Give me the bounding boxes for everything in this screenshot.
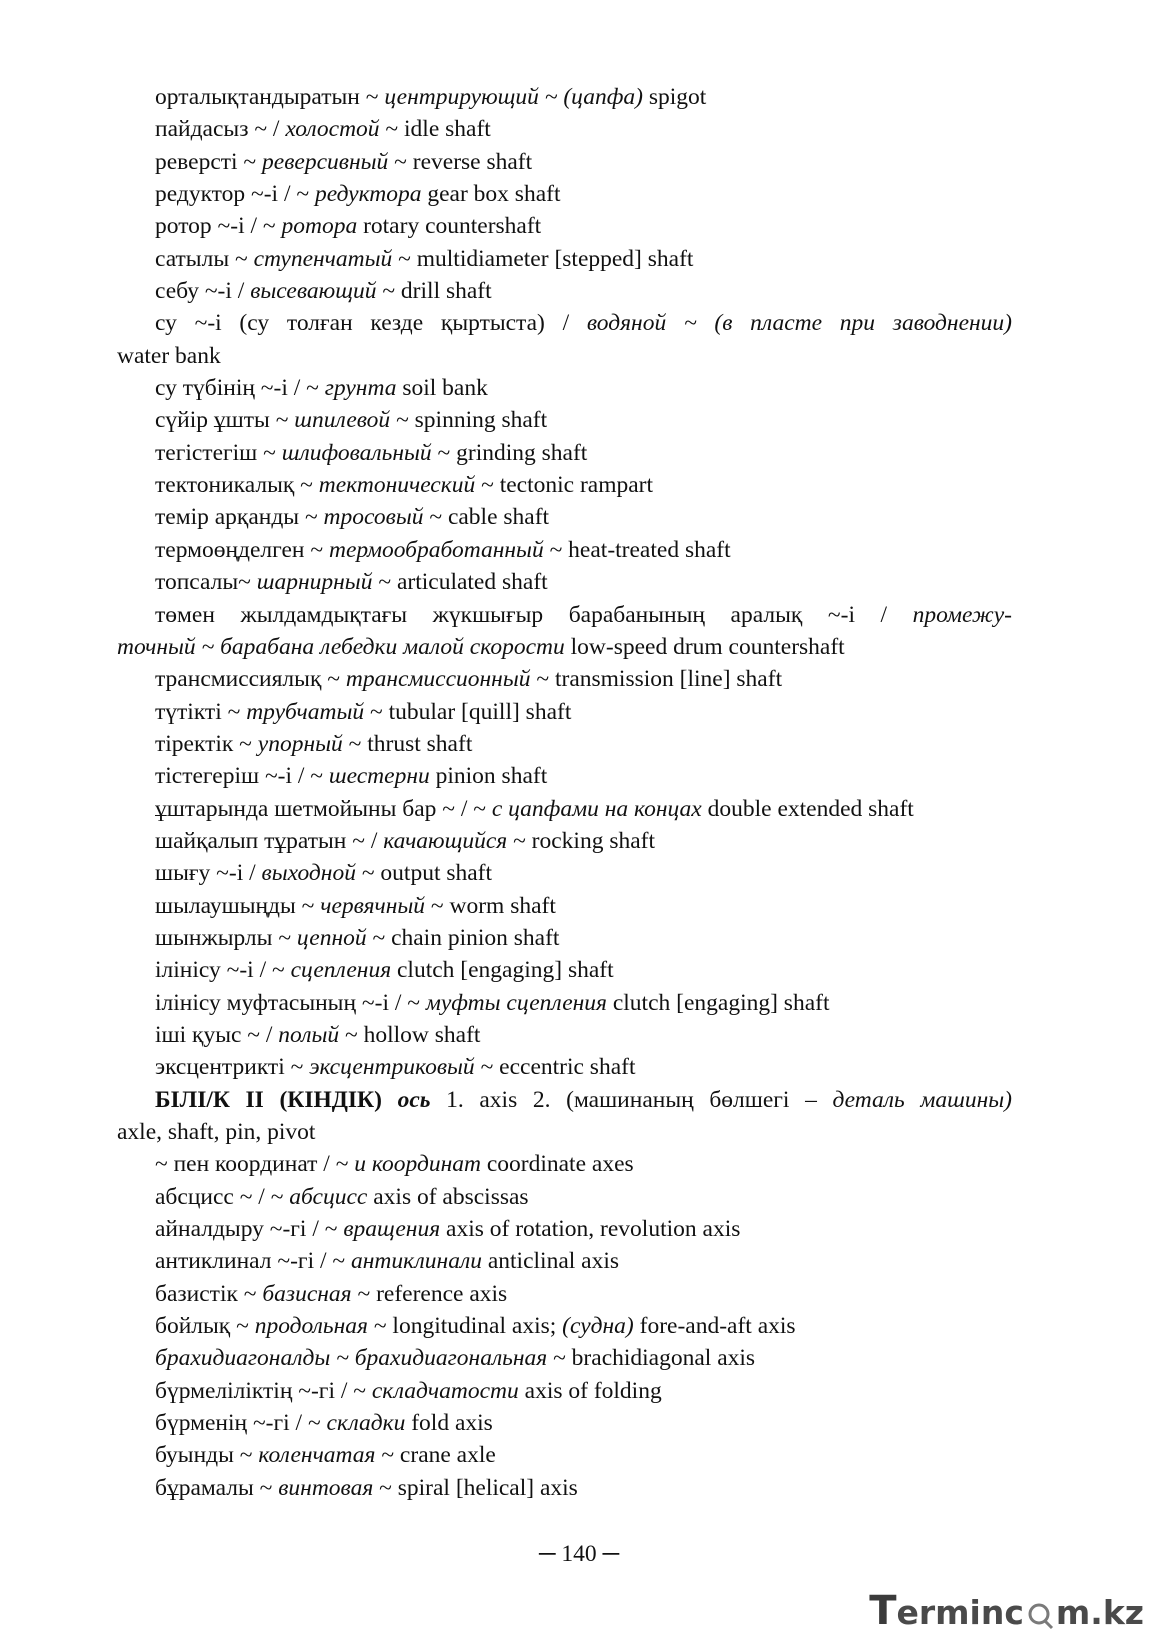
entry-line [117,825,1012,857]
entry-text: ~ heat-treated shaft [543,536,731,563]
entry-text: spigot [642,84,707,110]
entry-text: іші қуыс ~ / [155,1021,279,1048]
entry-text: gear box shaft [421,181,561,208]
entry-italic-text: абсцисс [289,1183,368,1210]
entry-line [117,437,1012,469]
entry-line [117,1342,1012,1374]
entry-italic-text: упорный [257,730,343,757]
entry-italic-text: точный ~ барабана лебедки малой скорости [117,633,565,660]
entry-italic-text: складчатости [371,1377,519,1404]
entry-italic-text: промежу- [912,601,1012,628]
entry-line [117,340,1012,372]
watermark-text-right: m.kz [1055,1593,1144,1632]
entry-text: soil bank [396,375,488,402]
entry-line [117,857,1012,889]
entry-text: ~ worm shaft [425,892,556,919]
entry-text: редуктор ~-і / ~ [155,181,315,208]
entry-text: тектоникалық ~ [155,472,319,499]
entry-line [117,728,1012,760]
entry-text: ротор ~-і / ~ [155,213,282,240]
entry-text: ~ thrust shaft [342,730,473,757]
entry-text: ~ cable shaft [423,504,550,531]
entry-text: ~ idle shaft [379,116,491,143]
entry-text: water bank [117,342,221,369]
entry-line [117,987,1012,1019]
entry-line [117,631,1012,663]
entry-text: бүрмеліліктің ~-гі / ~ [155,1377,372,1404]
entry-italic-text: ступенчатый [253,245,393,272]
entry-text: 1. axis 2. (машинаның бөлшегі – [430,1086,833,1113]
entry-text: себу ~-і / [155,278,251,305]
entry-line [117,372,1012,404]
entry-italic-text: качающийся [383,827,508,854]
entry-italic-text: трубчатый [246,698,365,725]
entry-text: ~ articulated shaft [372,569,548,596]
entry-text: ~ multidiameter [stepped] shaft [392,245,694,272]
entry-text: axle, shaft, pin, pivot [117,1119,316,1145]
entry-text: axis of folding [518,1377,662,1404]
entry-text: сатылы ~ [155,245,254,272]
entry-text: ~ crane axle [375,1442,496,1469]
entry-line [117,696,1012,728]
entry-text: айналдыру ~-гі / ~ [155,1216,344,1243]
entry-italic-text: червячный [320,892,426,919]
entry-line [117,469,1012,501]
entry-line [117,307,1012,339]
entry-line [117,178,1012,210]
entry-italic-text: тросовый [323,504,424,531]
entry-text: ұштарында шетмойыны бар ~ / ~ [155,795,492,822]
entry-text: ~ chain pinion shaft [366,924,560,951]
entry-text: бойлық ~ [155,1313,255,1340]
entry-italic-text: ротора [281,213,358,240]
entry-text: ілінісу ~-і / ~ [155,957,291,984]
entry-text: ілінісу муфтасының ~-і / ~ [155,989,426,1016]
entry-line [117,922,1012,954]
entry-italic-text: редуктора [314,181,422,208]
entry-italic-text: холостой [285,116,380,143]
entry-text: ~ transmission [line] shaft [530,666,783,693]
entry-italic-text: тектонический [318,472,476,499]
entry-line [117,210,1012,242]
entry-text: ~ tubular [quill] shaft [364,698,572,725]
entry-text: fold axis [405,1410,493,1437]
entry-line [117,243,1012,275]
entry-text: ~ brachidiagonal axis [547,1345,756,1372]
entry-text: ~ grinding shaft [431,439,588,466]
entry-italic-text: выходной [261,860,356,887]
entry-italic-text: шестерни [328,763,430,790]
entry-text: ~ eccentric shaft [474,1054,636,1081]
entry-italic-text: полый [278,1021,340,1048]
entry-text: ~ пен координат / ~ [155,1151,355,1178]
entry-text: антиклинал ~-гі / ~ [155,1248,351,1275]
entry-text: ~ spinning shaft [390,407,548,434]
entry-italic-text: продольная [254,1313,368,1340]
entry-line [117,146,1012,178]
magnifier-icon [1025,1597,1055,1631]
entry-italic-text: цепной [296,924,367,951]
entry-text: ~ reverse shaft [388,148,533,175]
entry-italic-text: антиклинали [350,1248,482,1275]
entry-line [117,1472,1012,1504]
entry-italic-text: коленчатая [258,1442,376,1469]
entry-italic-text: центрирующий ~ (цапфа) [384,84,643,110]
entry-text: шылаушыңды ~ [155,892,321,919]
entry-line [117,1375,1012,1407]
entry-line [117,1116,1012,1148]
entry-line [117,1278,1012,1310]
entry-italic-text: шарнирный [256,569,373,596]
entry-text: ~ longitudinal axis; [367,1313,563,1340]
entry-line [117,1213,1012,1245]
entry-italic-text: брахидиагоналды ~ брахидиагональная [155,1345,548,1372]
entry-italic-text: базисная [262,1280,352,1307]
entry-line [117,501,1012,533]
entry-line [117,534,1012,566]
entry-text: эксцентрикті ~ [155,1054,310,1081]
entry-text: ~ reference axis [351,1280,508,1307]
entry-line [117,663,1012,695]
entry-text: тіректік ~ [155,730,258,757]
entry-text: су ~-і (су толған кезде қыртыста) / [155,310,587,337]
entry-italic-text: муфты сцепления [425,989,607,1016]
entry-italic-text: термообработанный [328,536,544,563]
watermark-letter-t: T [869,1588,897,1634]
entry-text: clutch [engaging] shaft [606,989,830,1016]
entry-text: rotary countershaft [357,213,542,240]
entry-text: трансмиссиялық ~ [155,666,346,693]
entry-text: ~ spiral [helical] axis [373,1474,578,1501]
entry-text: топсалы~ [155,569,257,596]
entry-italic-text: складки [326,1410,406,1437]
entry-text: бүрменің ~-гі / ~ [155,1410,327,1437]
entry-line [117,1439,1012,1471]
entry-text: low-speed drum countershaft [564,633,845,660]
entry-italic-text: вращения [343,1216,441,1243]
entry-text: орталықтандыратын ~ [155,84,385,110]
entry-italic-text: (судна) [562,1313,634,1340]
entry-text: anticlinal axis [481,1248,620,1275]
entry-line [117,1245,1012,1277]
entry-line [117,81,1012,113]
entry-text: axis of abscissas [367,1183,529,1210]
entry-line [117,890,1012,922]
entry-line [117,1019,1012,1051]
dictionary-page [117,81,1012,1504]
entry-text: coordinate axes [480,1151,634,1178]
entry-italic-text: реверсивный [262,148,389,175]
entry-line [117,1407,1012,1439]
entry-text: пайдасыз ~ / [155,116,286,143]
entry-text: double extended shaft [701,795,914,822]
entry-italic-text: винтовая [278,1474,374,1501]
entry-line [117,1051,1012,1083]
entry-line [117,113,1012,145]
entry-italic-text: грунта [324,375,397,402]
entry-line [117,1181,1012,1213]
entry-line [117,599,1012,631]
entry-italic-text: трансмиссионный [345,666,531,693]
entry-line [117,566,1012,598]
entry-line [117,793,1012,825]
entry-text: реверсті ~ [155,148,263,175]
entry-italic-text: и координат [354,1151,481,1178]
entry-text: fore-and-aft axis [633,1313,796,1340]
entry-italic-text: эксцентриковый [309,1054,475,1081]
entry-line [117,404,1012,436]
entry-text: сүйір ұшты ~ [155,407,295,434]
entry-line [117,1148,1012,1180]
entry-line [117,954,1012,986]
entry-text: clutch [engaging] shaft [391,957,614,984]
termincom-watermark [869,1588,1144,1634]
entry-text: бұрамалы ~ [155,1474,279,1501]
entry-italic-text: высевающий [250,278,377,305]
entry-italic-text: водяной ~ (в пласте при заводнении) [586,310,1012,337]
entry-text: ~ rocking shaft [507,827,656,854]
entry-text: тістегеріш ~-і / ~ [155,763,329,790]
entry-text: ~ tectonic rampart [475,472,654,499]
entry-text: шайқалып тұратын ~ / [155,827,384,854]
entry-line [117,760,1012,792]
entry-text: базистік ~ [155,1280,263,1307]
entry-text: шығу ~-і / [155,860,262,887]
entry-text: темір арқанды ~ [155,504,324,531]
entry-text: термоөңделген ~ [155,536,329,563]
watermark-text-left: erminc [896,1593,1024,1632]
entry-text: тегістегіш ~ [155,439,282,466]
page-number: ─ 140 ─ [538,1541,620,1567]
entry-text: ~ drill shaft [376,278,492,305]
entry-text: ~ output shaft [355,860,493,887]
entry-italic-text: деталь машины) [832,1086,1012,1113]
entry-line [117,1310,1012,1342]
entry-italic-text: с цапфами на концах [491,795,702,822]
entry-text: ~ hollow shaft [339,1021,481,1048]
entry-text: pinion shaft [429,763,548,790]
entry-italic-text: шлифовальный [281,439,432,466]
entry-text: буынды ~ [155,1442,259,1469]
entry-text: абсцисс ~ / ~ [155,1183,290,1210]
entry-italic-text: шпилевой [294,407,391,434]
entry-text: шынжырлы ~ [155,924,297,951]
entry-line [117,275,1012,307]
entry-bold-text: БІЛІ/К ІІ (КІНДІК) [155,1086,398,1113]
entry-text: axis of rotation, revolution axis [440,1216,741,1243]
entry-line [117,1084,1012,1116]
entry-text: түтікті ~ [155,698,247,725]
entry-bold-text: ось [397,1086,431,1113]
entry-text: төмен жылдамдықтағы жүкшығыр барабанының аралық ~-і / [155,601,913,628]
entry-italic-text: сцепления [290,957,392,984]
entry-text: су түбінің ~-і / ~ [155,375,325,402]
